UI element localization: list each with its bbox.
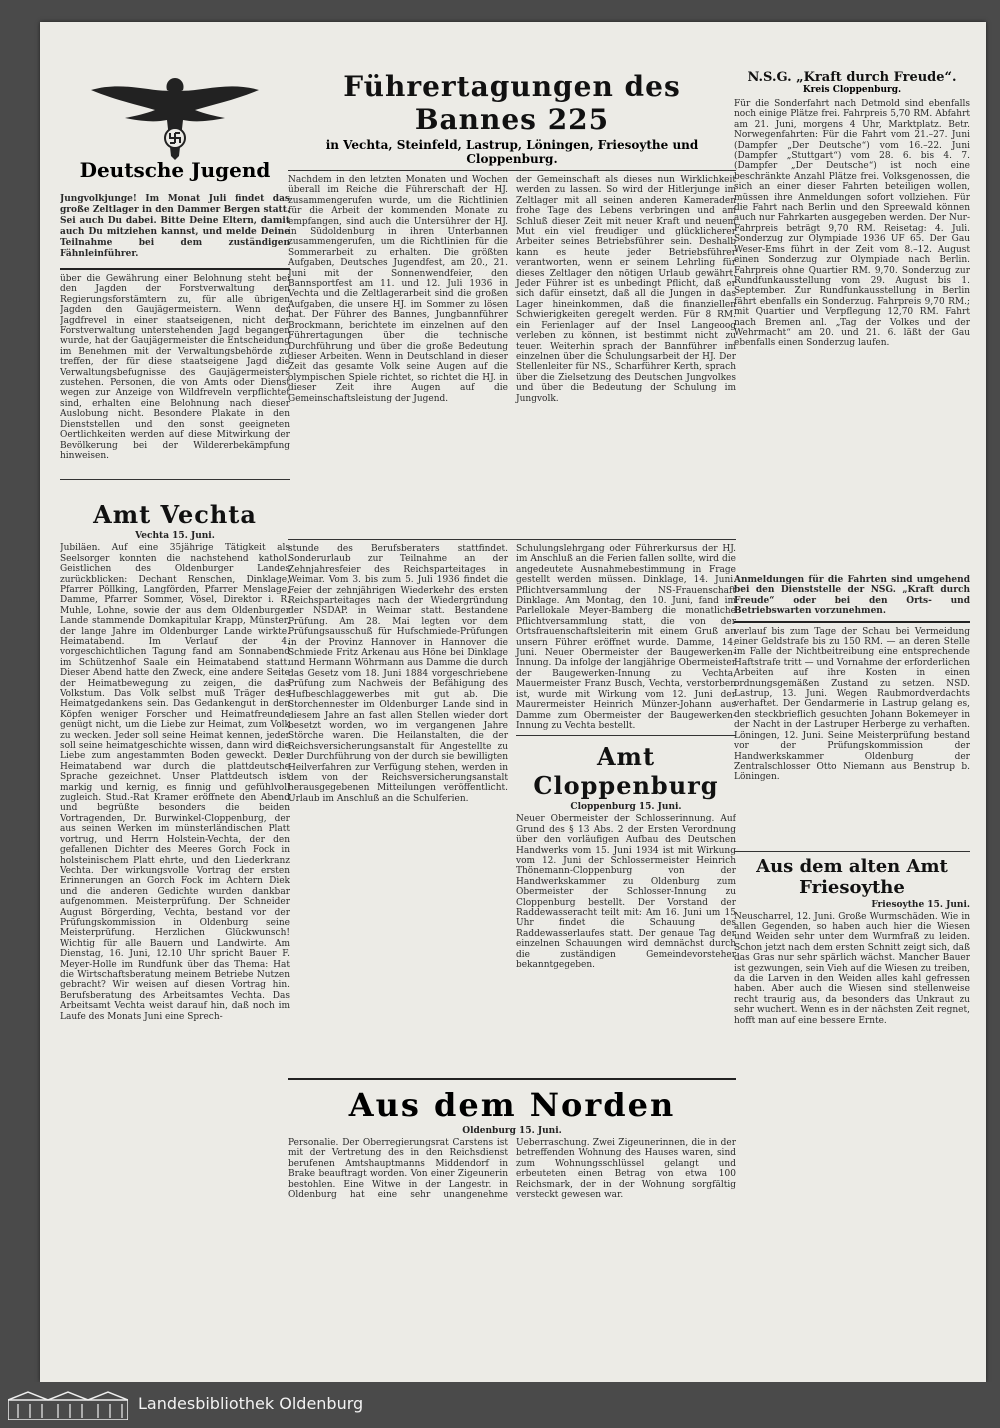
column-left — [60, 22, 290, 1303]
nord-articles: Personalie. Der Oberregierungsrat Carstens ist mit der Vertretung des in den Reichsdienst berufenen Amtshauptmanns Middendorf in Brake beauftragt worden. Von einer Zigeunerin bestohlen. Eine Witwe in der Langestr. in Oldenburg hat eine sehr unangenehme Ueberraschung. Zwei Zigeunerinnen, die in der betreffenden Wohnung des Hauses waren, sind zum Wohnungsschlüssel gelangt und erbeuteten einen Betrag von etwa 100 Reichsmark, der in der Wohnung sorgfältig versteckt gewesen war. — [288, 1138, 736, 1201]
divider — [288, 170, 736, 171]
divider — [734, 851, 970, 852]
friesoythe-dateline: Friesoythe 15. Juni. — [871, 899, 970, 910]
friesoythe-articles: Neuscharrel, 12. Juni. Große Wurmschäden. Wie in allen Gegenden, so haben auch hier die Wiesen und Weiden sehr unter dem Wurmfraß zu leiden. Schon jetzt nach dem ersten Schnitt zeigt sich, daß das Gras nur sehr spärlich wächst. Mancher Bauer ist gezwungen, sein Vieh auf die Wiesen zu treiben, da die Larven in den Weiden alles kahl gefressen haben. Aber auch die Wiesen sind stellenweise recht traurig aus, da besonders das Unkraut zu sehr wuchert. Wenn es in der nächsten Zeit regnet, hofft man auf eine bessere Ernte. — [734, 911, 970, 1026]
library-building-icon — [8, 1390, 128, 1420]
newspaper-page — [40, 22, 986, 1382]
library-footer — [0, 1382, 1000, 1428]
middle-articles-left: stunde des Berufsberaters stattfindet. Sonderurlaub zur Teilnahme an der Zehnjahresfeier des Reichsparteitages in Weimar. Vom 3. bis zum 5. Juli 1936 findet die Feier der zehnjährigen Wiederkehr des ersten Reichsparteitages nach der Wiedergründung der NSDAP. in Weimar statt. Bestandene Prüfung. Am 28. Mai legten vor dem Prüfungsausschuß für Hufschmiede-Prüfungen in der Provinz Hannover in Hannover die Schmiede Fritz Arkenau aus Höne bei Dinklage und Hermann Wöhrmann aus Damme die durch das Gesetz vom 18. Juni 1884 vorgeschriebene Prüfung zum Nachweis der Befähigung des Hufbeschlaggewerbes mit gut ab. Die Storchennester im Oldenburger Lande sind in diesem Jahre an fast allen Stellen wieder dort besetzt worden, wo im vergangenen Jahre Störche waren. Die Heilanstalten, die der Reichsversicherungsanstalt für Angestellte zu der Durchführung von der durch sie bewilligten Heilverfahren zur Verfügung stehen, werden in dem von der Reichsversicherungsanstalt herausgegebenen Mitteilungen veröffentlicht. Urlaub im Anschluß an die Schulferien. — [288, 544, 508, 804]
divider — [288, 1078, 736, 1080]
section-title-amt-vechta: Amt Vechta — [93, 500, 257, 530]
cloppenburg-continued: verlauf bis zum Tage der Schau bei Vermeidung einer Geldstrafe bis zu 150 RM. — an deren Stelle im Falle der Nichtbeitreibung eine entsprechende Haftstrafe tritt — und Vornahme der erforderlichen Arbeiten auf ihre Kosten in einen ordnungsgemäßen Zustand zu setzen. NSD. Lastrup, 13. Juni. Wegen Raubmordverdachts verhaftet. Der Gendarmerie in Lastrup gelang es, den steckbrieflich gesuchten Johann Bokemeyer in der Nacht in der Lastruper Herberge zu verhaften. Löningen, 12. Juni. Seine Meisterprüfung bestand vor der Prüfungskommission der Handwerkskammer Oldenburg der Zentralschlosser Otto Niemann aus Benstrup b. Löningen. — [734, 626, 970, 783]
middle-articles-right: Schulungslehrgang oder Führerkursus der HJ. im Anschluß an die Ferien fallen sollte, wird die angedeutete Ausnahmebestimmung in Frage gestellt werden müssen. Dinklage, 14. Juni. Pflichtversammlung der NS-Frauenschaft Dinklage. Am Montag, den 10. Juni, fand im Parlellokale Meyer-Bamberg die monatliche Pflichtversammlung statt, die von der Ortsfrauenschaftsleiterin mit einem Gruß an unsern Führer eröffnet wurde. Damme, 14. Juni. Neuer Obermeister der Baugewerken-Innung. Da infolge der langjährige Obermeister der Baugewerken-Innung zu Vechta, Mauermeister Franz Busch, Vechta, verstorben ist, wurde mit Wirkung vom 12. Juni der Maurermeister Heinrich Münzer-Johann aus Damme zum Obermeister der Baugewerken-Innung zu Vechta bestellt. — [516, 544, 736, 731]
main-subline: in Vechta, Steinfeld, Lastrup, Löningen, Friesoythe und Cloppenburg. — [325, 138, 699, 166]
kdf-note: Anmeldungen für die Fahrten sind umgehend bei den Dienststelle der NSG. „Kraft durch Freude“ oder bei den Orts- und Betriebswarten vorzunehmen. — [734, 575, 970, 617]
divider — [60, 479, 290, 480]
divider — [60, 268, 290, 270]
column-middle — [288, 22, 736, 1228]
section-title-friesoythe: Aus dem alten Amt Friesoythe — [756, 855, 948, 898]
main-headline: Führertagungen des Bannes 225 — [343, 70, 681, 136]
deutsche-jugend-title: Deutsche Jugend — [79, 158, 271, 182]
cloppenburg-dateline: Cloppenburg 15. Juni. — [570, 802, 682, 813]
section-title-amt-cloppenburg: Amt Cloppenburg — [533, 742, 719, 801]
column-right — [734, 22, 970, 1172]
lead-article — [288, 175, 736, 535]
nord-dateline: Oldenburg 15. Juni. — [462, 1126, 562, 1136]
kdf-article: Für die Sonderfahrt nach Detmold sind ebenfalls noch einige Plätze frei. Fahrpreis 5,70 RM. Abfahrt am 21. Juni, morgens 4 Uhr, Marktplatz. Betr. Norwegenfahrten: Für die Fahrt vom 21.–27. Juni (Dampfer „Der Deutsche“) vom 16.–22. Juni (Dampfer „Stuttgart“) vom 28. 6. bis 4. 7. (Dampfer „Der Deutsche“) ist noch eine beschränkte Anzahl Plätze frei. Volksgenossen, die sich an einer dieser Fahrten beteiligen wollen, müssen ihre Anmeldungen sofort vollziehen. Für die Fahrt nach Berlin und den Spreewald können auch nur Fahrkarten ausgegeben werden. Der Nur-Fahrpreis beträgt 9,70 RM. Reisetag: 4. Juli. Sonderzug zur Olympiade 1936 UF 65. Der Gau Weser-Ems führt in der Zeit vom 8.–12. August einen Sonderzug zur Olympiade nach Berlin. Fahrpreis ohne Quartier RM. 9,70. Sonderzug zur Rundfunkausstellung vom 29. August bis 1. September. Zur Rundfunkausstellung in Berlin fährt ebenfalls ein Sonderzug. Fahrpreis 9,70 RM.; mit Quartier und Verpflegung 12,70 RM. Fahrt nach Bremen anl. „Tag der Volkes und der Wehrmacht“ am 20. und 21. 6. läßt der Gau ebenfalls einen Sonderzug laufen. — [734, 99, 970, 349]
kdf-kreis: Kreis Cloppenburg. — [802, 85, 902, 95]
divider — [516, 735, 736, 736]
library-name[interactable]: Landesbibliothek Oldenburg — [138, 1394, 364, 1413]
deutsche-jugend-intro: Jungvolkjunge! Im Monat Juli findet das große Zeltlager in den Dammer Bergen statt. Sei auch Du dabei. Bitte Deine Eltern, damit auch Du mitziehen kannst, und melde Deine Teilnahme bei dem zuständigen Fähnleinführer. — [60, 194, 290, 259]
section-title-aus-dem-norden: Aus dem Norden — [348, 1086, 676, 1124]
lead-article-part-a: Nachdem in den letzten Monaten und Wochen überall im Reiche die Führerschaft der HJ. zusammengerufen wurde, um die Richtlinien für die Arbeit der kommenden Monate zu empfangen, sind auch die Untersührer der HJ. in Südoldenburg in ihren Unterbannen zusammengerufen, um die Richtlinien für die Sommerarbeit zu erhalten. Die größten Aufgaben, Deutsches Jugendfest, am 20., 21. Juni mit der Sonnenwendfeier, den Bannsportfest am 11. und 12. Juli 1936 in Vechta und die Zeltlagerarbeit sind die großen Aufgaben, die unsere HJ. im Sommer zu lösen hat. Der Führer des Bannes, Jungbannführer Brockmann, berichtete im einzelnen auf den Führertagungen über die technische Durchführung und über die große Bedeutung dieser Arbeiten. Wenn in Deutschland in dieser Zeit das gesamte Volk seine Augen auf die olympischen Spiele richtet, so richtet die HJ. in dieser Zeit ihre Augen auf die Gemeinschaftsleistung der Jugend. — [288, 175, 508, 404]
lead-article-part-b: der Gemeinschaft als dieses nun Wirklichkeit werden zu lassen. So wird der Hitlerjunge im Zeltlager mit all seinen anderen Kameraden frohe Tage des Lebens verbringen und am Schluß dieser Zeit mit neuer Kraft und neuem Mut ein viel freudiger und glücklicherer Arbeiter seines Betriebsführer sein. Deshalb kann es heute jeder Betriebsführer verantworten, wenn er seinem Lehrling für dieses Zeltlager den nötigen Urlaub gewährt. Jeder Führer ist es unbedingt Pflicht, daß er sich dafür einsetzt, daß all die Jungen in das Lager hineinkommen, daß die finanziellen Schwierigkeiten geregelt werden. Für 8 RM. ein Ferienlager auf der Insel Langeoog verleben zu können, ist bestimmt nicht zu teuer. Weiterhin sprach der Bannführer im einzelnen über die Schulungsarbeit der HJ. Der Stellenleiter für NS., Scharführer Kerth, sprach über die Zielsetzung des Deutschen Jungvolkes und über die Bedeutung der Schulung im Jungvolk. — [516, 175, 736, 404]
cloppenburg-articles: Neuer Obermeister der Schlosserinnung. Auf Grund des § 13 Abs. 2 der Ersten Verordnung über den vorläufigen Aufbau des Deutschen Handwerks vom 15. Juni 1934 ist mit Wirkung vom 12. Juni der Schlossermeister Heinrich Thönemann-Cloppenburg von der Handwerkskammer zu Oldenburg zum Obermeister der Schlosser-Innung zu Cloppenburg bestellt. Der Vorstand der Raddewasseracht teilt mit: Am 16. Juni um 15 Uhr findet die Schauung des Raddewasserlaufes statt. Der genaue Tag der einzelnen Schauungen wird demnächst durch die zuständigen Gemeindevorsteher bekanntgegeben. — [516, 814, 736, 970]
divider — [288, 539, 736, 540]
middle-articles — [288, 544, 736, 1074]
vechta-dateline: Vechta 15. Juni. — [135, 531, 215, 542]
kdf-title: N.S.G. „Kraft durch Freude“. — [747, 70, 957, 85]
wildfrevel-article: über die Gewährung einer Belohnung steht bei den Jagden der Forstverwaltung den Regierungsforstämtern zu, für alle übrigen Jagden den Gaujägermeistern. Wenn der Jagdfrevel in einer staatseigenen, nicht der Forstverwaltung unterstehenden Jagd begangen wurde, hat der Gaujägermeister die Entscheidung im Benehmen mit der Verwaltungsbehörde zu treffen, der für diese staatseigene Jagd die Verwaltungsbefugnisse des Gaujägermeisters zustehen. Personen, die von Amts oder Dienst wegen zur Anzeige von Wildfreveln verpflichtet sind, erhalten eine Belohnung nach dieser Auslobung nicht. Besondere Plakate in den Dienststellen und den sonst geeigneten Oertlichkeiten werden auf diese Mitwirkung der Bevölkerung bei der Wildererbekämpfung hinweisen. — [60, 274, 290, 461]
eagle-emblem-icon — [85, 60, 265, 164]
vechta-articles: Jubiläen. Auf eine 35jährige Tätigkeit als Seelsorger konnten die nachstehend kathol. Geistlichen des Oldenburger Landes zurückblicken: Dechant Renschen, Dinklage, Pfarrer Pöllking, Langförden, Pfarrer Menslage, Damme, Pfarrer Sommer, Vösel, Direktor i. R. Muhle, Lohne, sowie der aus dem Oldenburger Lande stammende Domkapitular Krapp, Münster, der lange Jahre im Oldenburger Lande wirkte. Heimatabend. Im Verlauf der 4. vorgeschichtlichen Tagung fand am Sonnabend im Schützenhof Saale ein Heimatabend statt. Dieser Abend hatte den Zweck, eine andere Seite der Heimatbewegung zu zeigen, die das Volkstum. Das Volk selbst muß Träger des Heimatgedankens sein. Das Gedankengut in den Köpfen weniger Forscher und Heimatfreunde genügt nicht, um die Liebe zur Heimat, zum Volk zu wecken. Jeder soll seine Heimat kennen, jeder soll seine heimatgeschichte wissen, dann wird die Liebe zum angestammten Boden geweckt. Der Heimatabend war durch die plattdeutsche Sprache gezeichnet. Unser Plattdeutsch ist markig und kernig, es finnig und gefühlvoll zugleich. Stud.-Rat Kramer eröffnete den Abend und begrüßte besonders die beiden Vortragenden, Dr. Burwinkel-Cloppenburg, der aus seinen Werken im münsterländischen Platt vortrug, und Herrn Holstein-Vechta, der den gefallenen Dichter des Meeres Gorch Fock in holsteinischem Platt ehrte, und den Liederkranz Vechta. Der wirkungsvolle Vortrag der ersten Erinnerungen an Gorch Fock im Achtern Diek und die anderen Gedichte wurden dankbar aufgenommen. Meisterprüfung. Der Schneider August Börgerding, Vechta, bestand vor der Prüfungskommission in Oldenburg seine Meisterprüfung. Herzlichen Glückwunsch! Wichtig für alle Bauern und Landwirte. Am Dienstag, 16. Juni, 12.10 Uhr spricht Bauer F. Meyer-Holle im Rundfunk über das Thema: Hat die Wirtschaftsberatung meinem Betriebe Nutzen gebracht? Wir weisen auf diesen Vortrag hin. Berufsberatung des Arbeitsamtes Vechta. Das Arbeitsamt Vechta weist darauf hin, daß noch im Laufe des Monats Juni eine Sprech- — [60, 543, 290, 1022]
divider — [734, 621, 970, 623]
